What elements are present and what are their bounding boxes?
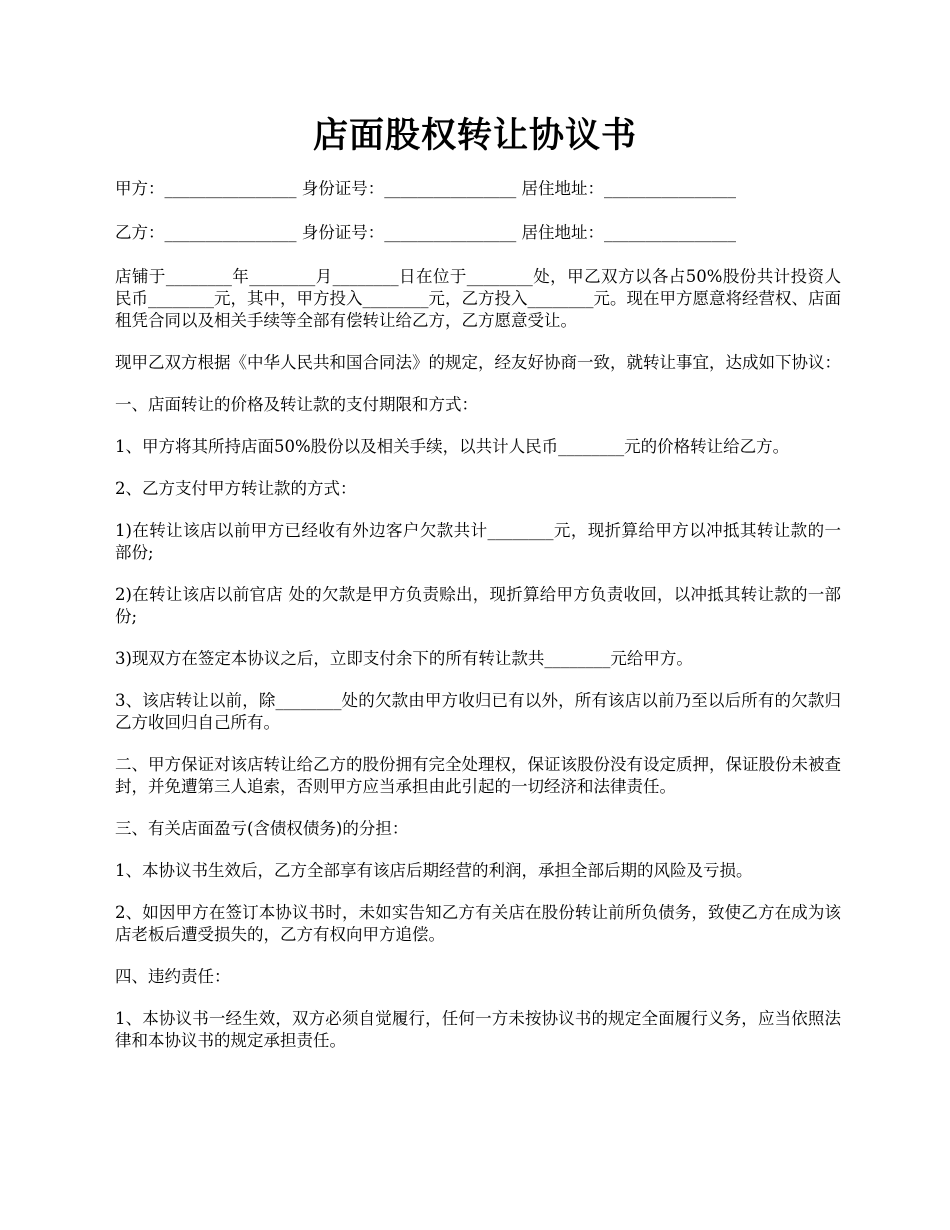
document-body [115, 178, 841, 1072]
paragraph-agreement-basis: 现甲乙双方根据《中华人民共和国合同法》的规定，经友好协商一致，就转让事宜，达成如下协议： [115, 353, 841, 372]
clause-3-1: 1、本协议书生效后，乙方全部享有该店后期经营的利润，承担全部后期的风险及亏损。 [115, 861, 753, 880]
section-heading-3: 三、有关店面盈亏(含债权债务)的分担： [115, 819, 409, 838]
clause-1-1: 1、甲方将其所持店面50%股份以及相关手续，以共计人民币________元的价格转让给乙方。 [115, 437, 790, 456]
clause-3-2: 2、如因甲方在签订本协议书时，未如实告知乙方有关店在股份转让前所负债务，致使乙方在成为该店老板后遭受损失的，乙方有权向甲方追偿。 [115, 903, 841, 944]
clause-1-2-b: 2)在转让该店以前官店 处的欠款是甲方负责赊出，现折算给甲方负责收回，以冲抵其转让款的一部份; [115, 585, 841, 626]
party-a-line: 甲方：________________ 身份证号：________________ 居住地址：________________ [115, 179, 736, 198]
clause-1-2-a: 1)在转让该店以前甲方已经收有外边客户欠款共计________元，现折算给甲方以冲抵其转让款的一部份; [115, 521, 841, 562]
page-title: 店面股权转让协议书 [312, 115, 637, 156]
clause-1-3: 3、该店转让以前，除________处的欠款由甲方收归已有以外，所有该店以前乃至以后所有的欠款归乙方收回归自己所有。 [115, 691, 841, 732]
clause-4-1: 1、本协议书一经生效，双方必须自觉履行，任何一方未按协议书的规定全面履行义务，应当依照法律和本协议书的规定承担责任。 [115, 1009, 841, 1050]
clause-1-2-c: 3)现双方在签定本协议之后，立即支付余下的所有转让款共________元给甲方。 [115, 649, 693, 668]
section-2: 二、甲方保证对该店转让给乙方的股份拥有完全处理权，保证该股份没有设定质押，保证股份未被查封，并免遭第三人追索，否则甲方应当承担由此引起的一切经济和法律责任。 [115, 755, 841, 796]
section-heading-4: 四、违约责任： [115, 967, 231, 986]
paragraph-shop-info: 店铺于________年________月________日在位于________处，甲乙双方以各占50%股份共计投资人民币________元，其中，甲方投入________元，乙方投入________元。现在甲方愿意将经营权、店面租凭合同以及相关手续等全部有偿转让给乙方，乙方愿意受让。 [115, 267, 841, 330]
section-heading-1: 一、店面转让的价格及转让款的支付期限和方式： [115, 395, 478, 414]
party-b-line: 乙方：________________ 身份证号：________________ 居住地址：________________ [115, 223, 736, 242]
clause-1-2: 2、乙方支付甲方转让款的方式： [115, 479, 357, 498]
